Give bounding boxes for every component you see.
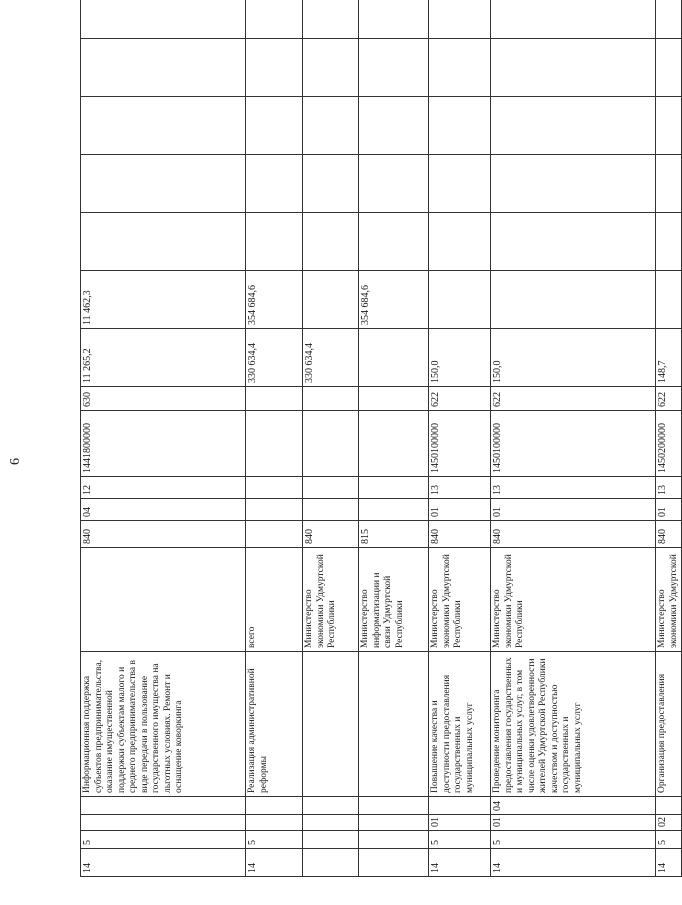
empty-cell [491, 39, 656, 97]
empty-cell [656, 213, 682, 271]
executor-cell: Министерство информатизации и связи Удмуртской Республики [359, 548, 429, 652]
code-cell: 14 [491, 849, 656, 877]
empty-cell [656, 39, 682, 97]
page-number: 6 [8, 458, 23, 465]
v2-cell [429, 271, 491, 329]
name-cell: Организация предоставления [656, 652, 682, 797]
table-row [491, 0, 656, 877]
empty-cell [491, 213, 656, 271]
pr-cell [303, 477, 359, 499]
rz-cell: 01 [429, 499, 491, 521]
empty-cell [246, 0, 303, 39]
pr-cell [246, 477, 303, 499]
v2-cell [491, 271, 656, 329]
table-row [359, 0, 429, 877]
empty-cell [359, 0, 429, 39]
code-cell: 5 [429, 831, 491, 849]
empty-cell [656, 0, 682, 39]
code-cell [246, 815, 303, 831]
vr-cell: 622 [429, 387, 491, 411]
pr-cell: 12 [81, 477, 246, 499]
empty-cell [246, 39, 303, 97]
v2-cell: 11 462,3 [81, 271, 246, 329]
empty-cell [491, 155, 656, 213]
v1-cell: 330 634,4 [246, 329, 303, 387]
pr-cell: 13 [656, 477, 682, 499]
pr-cell [359, 477, 429, 499]
empty-cell [359, 97, 429, 155]
executor-cell: Министерство экономики Удмуртской Республики [491, 548, 656, 652]
empty-cell [303, 155, 359, 213]
v1-cell: 330 634,4 [303, 329, 359, 387]
empty-cell [303, 213, 359, 271]
executor-cell: всего [246, 548, 303, 652]
pr-cell: 13 [429, 477, 491, 499]
empty-cell [81, 97, 246, 155]
grbs-cell [246, 521, 303, 548]
rz-cell: 01 [491, 499, 656, 521]
code-cell [303, 831, 359, 849]
code-cell [246, 797, 303, 815]
empty-cell [246, 213, 303, 271]
grbs-cell: 840 [81, 521, 246, 548]
code-cell: 02 [656, 815, 682, 831]
v2-cell [303, 271, 359, 329]
grbs-cell: 840 [429, 521, 491, 548]
grbs-cell: 840 [303, 521, 359, 548]
code-cell: 5 [491, 831, 656, 849]
code-cell: 5 [81, 831, 246, 849]
empty-cell [246, 97, 303, 155]
empty-cell [429, 155, 491, 213]
empty-cell [429, 39, 491, 97]
name-cell: Повышение качества и доступности предоставления государственных и муниципальных услуг [429, 652, 491, 797]
v1-cell: 148,7 [656, 329, 682, 387]
empty-cell [303, 39, 359, 97]
grbs-cell: 840 [491, 521, 656, 548]
budget-table [80, 0, 682, 877]
rz-cell [246, 499, 303, 521]
empty-cell [359, 155, 429, 213]
table-row [246, 0, 303, 877]
vr-cell [359, 387, 429, 411]
table-row [429, 0, 491, 877]
v2-cell: 354 684,6 [246, 271, 303, 329]
csr-cell [359, 411, 429, 477]
grbs-cell: 815 [359, 521, 429, 548]
empty-cell [491, 0, 656, 39]
csr-cell [303, 411, 359, 477]
empty-cell [429, 97, 491, 155]
empty-cell [81, 155, 246, 213]
name-cell: Информационная поддержка субъектов предпринимательства, оказание имущественной поддержки субъектам малого и среднего предпринимательства в виде передачи в пользование государственного имущества на льготных условиях. Ремонт и оснащение коворкинга [81, 652, 246, 797]
empty-cell [429, 0, 491, 39]
empty-cell [303, 0, 359, 39]
empty-cell [81, 39, 246, 97]
grbs-cell: 840 [656, 521, 682, 548]
name-cell: Реализация административной реформы [246, 652, 303, 797]
csr-cell: 1441800000 [81, 411, 246, 477]
code-cell [359, 797, 429, 815]
table-row [656, 0, 682, 877]
v2-cell: 354 684,6 [359, 271, 429, 329]
code-cell [359, 849, 429, 877]
code-cell: 14 [656, 849, 682, 877]
vr-cell [303, 387, 359, 411]
code-cell: 14 [429, 849, 491, 877]
csr-cell: 1450200000 [656, 411, 682, 477]
code-cell [303, 815, 359, 831]
code-cell: 5 [656, 831, 682, 849]
name-cell: Проведение мониторинга предоставления государственных и муниципальных услуг, в том числе оценки удовлетворенности жителей Удмуртской Республики качеством и доступностью государственных и муниципальных услуг [491, 652, 656, 797]
executor-cell: Министерство экономики Удмуртской [656, 548, 682, 652]
vr-cell: 630 [81, 387, 246, 411]
table-row [81, 0, 246, 877]
empty-cell [359, 213, 429, 271]
code-cell [656, 797, 682, 815]
code-cell [303, 849, 359, 877]
code-cell: 01 [429, 815, 491, 831]
code-cell: 14 [246, 849, 303, 877]
code-cell: 5 [246, 831, 303, 849]
vr-cell [246, 387, 303, 411]
empty-cell [303, 97, 359, 155]
empty-cell [429, 213, 491, 271]
code-cell [81, 815, 246, 831]
v1-cell: 150,0 [491, 329, 656, 387]
empty-cell [656, 155, 682, 213]
name-cell [303, 652, 359, 797]
table-row [303, 0, 359, 877]
empty-cell [491, 97, 656, 155]
empty-cell [246, 155, 303, 213]
code-cell: 01 [491, 815, 656, 831]
vr-cell: 622 [491, 387, 656, 411]
rz-cell [303, 499, 359, 521]
code-cell [359, 815, 429, 831]
empty-cell [81, 213, 246, 271]
code-cell: 14 [81, 849, 246, 877]
rz-cell: 04 [81, 499, 246, 521]
v1-cell: 11 265,2 [81, 329, 246, 387]
pr-cell: 13 [491, 477, 656, 499]
csr-cell [246, 411, 303, 477]
empty-cell [656, 97, 682, 155]
csr-cell: 1450100000 [491, 411, 656, 477]
rz-cell [359, 499, 429, 521]
executor-cell [81, 548, 246, 652]
empty-cell [359, 39, 429, 97]
vr-cell: 622 [656, 387, 682, 411]
v1-cell: 150,0 [429, 329, 491, 387]
executor-cell: Министерство экономики Удмуртской Республики [429, 548, 491, 652]
executor-cell: Министерство экономики Удмуртской Республики [303, 548, 359, 652]
rz-cell: 01 [656, 499, 682, 521]
code-cell: 04 [491, 797, 656, 815]
code-cell [81, 797, 246, 815]
name-cell [359, 652, 429, 797]
empty-cell [81, 0, 246, 39]
code-cell [359, 831, 429, 849]
v2-cell [656, 271, 682, 329]
code-cell [429, 797, 491, 815]
csr-cell: 1450100000 [429, 411, 491, 477]
code-cell [303, 797, 359, 815]
v1-cell [359, 329, 429, 387]
